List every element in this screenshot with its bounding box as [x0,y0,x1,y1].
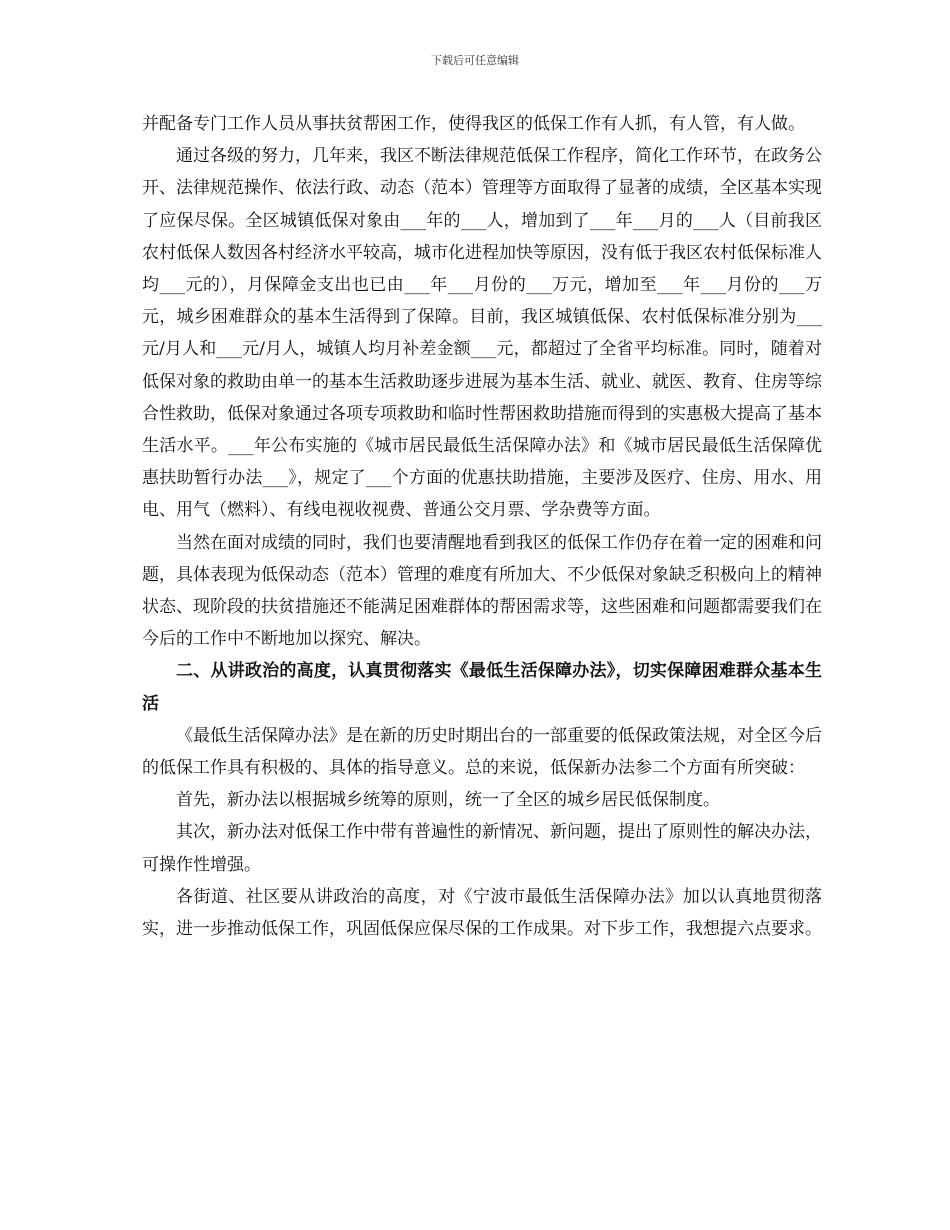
paragraph-second: 其次，新办法对低保工作中带有普遍性的新情况、新问题，提出了原则性的解决办法，可操作性增强。 [142,822,822,875]
page-header: 下载后可任意编辑 [431,54,519,67]
paragraph-first: 首先，新办法以根据城乡统筹的原则，统一了全区的城乡居民低保制度。 [176,790,720,811]
paragraph-achievements: 通过各级的努力，几年来，我区不断法律规范低保工作程序，简化工作环节，在政务公开、法律规范操作、依法行政、动态（范本）管理等方面取得了显著的成绩，全区基本实现了应保尽保。全区城镇低保对象由___年的___人，增加到了___年___月的___人（目前我区农村低保人数因各村经济水平较高，城市化进程加快等原因，没有低于我区农村低保标准人均___元的），月保障金支出也已由___年___月份的___万元，增加至___年___月份的___万元，城乡困难群众的基本生活得到了保障。目前，我区城镇低保、农村低保标准分别为___元/月人和___元/月人，城镇人均月补差金额___元，都超过了全省平均标准。同时，随着对低保对象的救助由单一的基本生活救助逐步进展为基本生活、就业、就医、教育、住房等综合性救助，低保对象通过各项专项救助和临时性帮困救助措施而得到的实惠极大提高了基本生活水平。___年公布实施的《城市居民最低生活保障办法》和《城市居民最低生活保障优惠扶助暂行办法___》，规定了___个方面的优惠扶助措施，主要涉及医疗、住房、用水、用电、用气（燃料）、有线电视收视费、普通公交月票、学杂费等方面。 [142,146,822,521]
paragraph-regulation: 《最低生活保障办法》是在新的历史时期出台的一部重要的低保政策法规，对全区今后的低保工作具有积极的、具体的指导意义。总的来说，低保新办法参二个方面有所突破： [142,725,822,779]
document-body [142,108,822,945]
paragraph-problems: 当然在面对成绩的同时，我们也要清醒地看到我区的低保工作仍存在着一定的困难和问题，具体表现为低保动态（范本）管理的难度有所加大、不少低保对象缺乏积极向上的精神状态、现阶段的扶贫措施还不能满足困难群体的帮困需求等，这些困难和问题都需要我们在今后的工作中不断地加以探究、解决。 [142,532,822,650]
paragraph-continuation: 并配备专门工作人员从事扶贫帮困工作，使得我区的低保工作有人抓，有人管，有人做。 [142,114,805,134]
paragraph-requirements: 各街道、社区要从讲政治的高度，对《宁波市最低生活保障办法》加以认真地贯彻落实，进一步推动低保工作，巩固低保应保尽保的工作成果。对下步工作，我想提六点要求。 [142,886,822,940]
section-heading: 二、从讲政治的高度，认真贯彻落实《最低生活保障办法》，切实保障困难群众基本生活 [142,661,822,714]
